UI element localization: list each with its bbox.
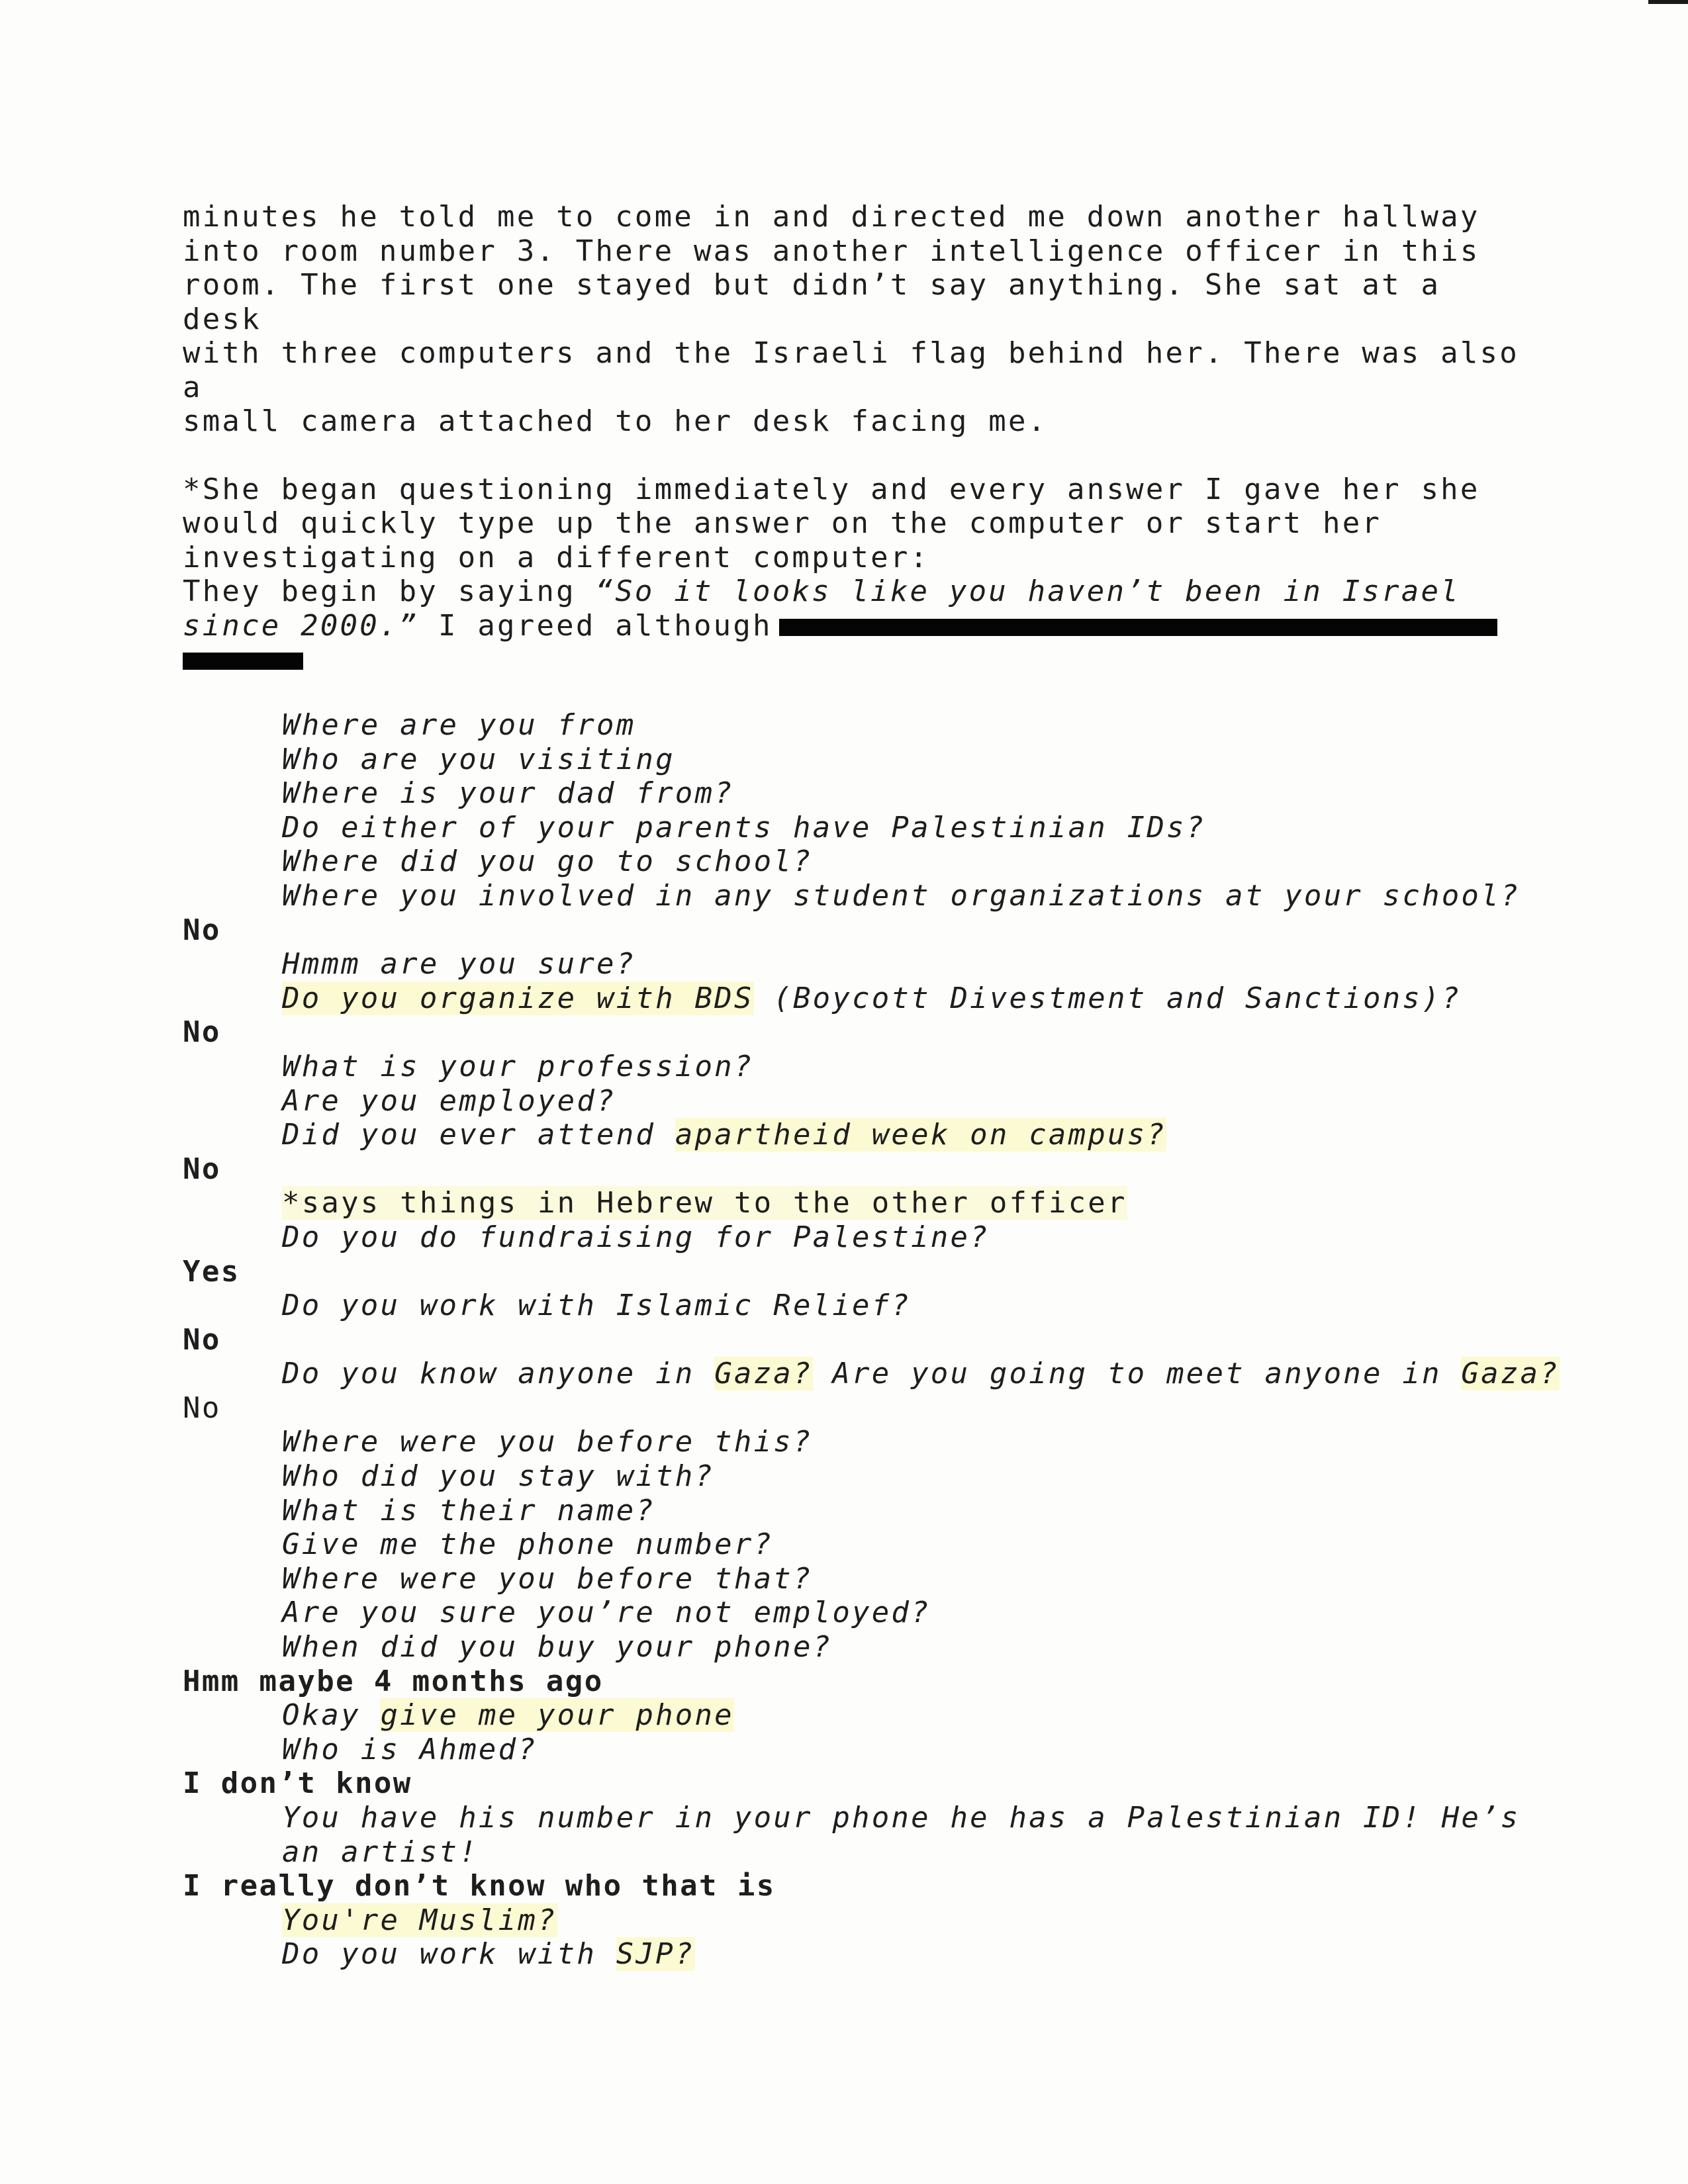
highlighted-text: Gaza? bbox=[1461, 1357, 1560, 1391]
question-line: When did you buy your phone? bbox=[282, 1630, 833, 1664]
question-line: Who did you stay with? bbox=[282, 1459, 715, 1494]
document-page bbox=[183, 200, 1533, 677]
question-line: Where you involved in any student organizations at your school? bbox=[282, 878, 1521, 913]
question-line: Where were you before that? bbox=[282, 1561, 813, 1596]
question-line bbox=[183, 1357, 1560, 1391]
question-line: Where is your dad from? bbox=[282, 776, 734, 811]
answer-line: No bbox=[183, 1322, 221, 1357]
text-fragment: Did you ever attend bbox=[282, 1118, 675, 1152]
text-line: into room number 3. There was another intelligence officer in this bbox=[183, 234, 1480, 268]
highlighted-text: give me your phone bbox=[380, 1698, 734, 1733]
text-line: would quickly type up the answer on the computer or start her bbox=[183, 506, 1382, 540]
text-line: room. The first one stayed but didn’t say anything. She sat at a desk bbox=[183, 268, 1441, 336]
question-line bbox=[183, 1698, 1546, 1733]
answer-line: No bbox=[183, 1390, 221, 1425]
text-fragment: I agreed although bbox=[418, 608, 773, 643]
question-line: Do either of your parents have Palestinian IDs? bbox=[282, 810, 1206, 844]
text-line: small camera attached to her desk facing me. bbox=[183, 404, 1048, 438]
intro-paragraph-1 bbox=[183, 200, 1533, 439]
answer-line: No bbox=[183, 1015, 221, 1050]
highlighted-text: SJP? bbox=[616, 1937, 695, 1972]
redaction-bar bbox=[779, 619, 1497, 636]
officer-quote: since 2000.” bbox=[183, 608, 419, 643]
question-line: What is your profession? bbox=[282, 1049, 754, 1083]
question-line: What is their name? bbox=[282, 1493, 656, 1527]
highlighted-text: *says things in Hebrew to the other officer bbox=[282, 1186, 1127, 1220]
text-line: They begin by saying bbox=[183, 574, 596, 608]
question-line: Hmmm are you sure? bbox=[282, 947, 636, 981]
question-line bbox=[183, 1903, 1546, 1938]
question-line: an artist! bbox=[282, 1835, 479, 1869]
answer-line: I don’t know bbox=[183, 1766, 412, 1801]
note-line bbox=[183, 1186, 1546, 1220]
question-line bbox=[183, 1937, 1546, 1972]
question-line: Do you do fundraising for Palestine? bbox=[282, 1220, 990, 1254]
redaction-bar bbox=[183, 653, 303, 670]
question-line: Do you work with Islamic Relief? bbox=[282, 1289, 912, 1323]
question-line: Who are you visiting bbox=[282, 742, 675, 776]
answer-line: Hmm maybe 4 months ago bbox=[183, 1664, 604, 1698]
scan-edge-mark bbox=[1648, 0, 1688, 4]
intro-paragraph-2 bbox=[183, 473, 1533, 677]
question-line: Where did you go to school? bbox=[282, 844, 813, 879]
text-fragment: Do you work with bbox=[282, 1937, 616, 1972]
question-line: Give me the phone number? bbox=[282, 1527, 774, 1562]
answer-line: No bbox=[183, 1152, 221, 1186]
highlighted-text: Do you organize with BDS bbox=[282, 981, 754, 1015]
text-fragment: Okay bbox=[282, 1698, 381, 1733]
question-line bbox=[183, 981, 1546, 1016]
highlighted-text: apartheid week on campus? bbox=[675, 1118, 1167, 1152]
text-line: investigating on a different computer: bbox=[183, 540, 930, 574]
answer-line: Yes bbox=[183, 1254, 240, 1289]
highlighted-text: Gaza? bbox=[714, 1357, 813, 1391]
answer-line: No bbox=[183, 913, 221, 947]
question-line: You have his number in your phone he has a Palestinian ID! He’s bbox=[282, 1801, 1521, 1835]
question-line: Are you sure you’re not employed? bbox=[282, 1596, 931, 1630]
question-line: Who is Ahmed? bbox=[282, 1732, 538, 1766]
text-fragment: Are you going to meet anyone in bbox=[812, 1357, 1462, 1391]
question-line bbox=[183, 1118, 1546, 1152]
question-line: Where were you before this? bbox=[282, 1425, 813, 1459]
text-fragment: Do you know anyone in bbox=[282, 1357, 715, 1391]
text-line: *She began questioning immediately and every answer I gave her she bbox=[183, 472, 1480, 506]
answer-line: I really don’t know who that is bbox=[183, 1869, 776, 1903]
question-line: Where are you from bbox=[282, 708, 636, 742]
text-line: with three computers and the Israeli flag behind her. There was also a bbox=[183, 336, 1519, 404]
highlighted-text: You're Muslim? bbox=[282, 1903, 557, 1937]
text-fragment: (Boycott Divestment and Sanctions)? bbox=[753, 981, 1462, 1015]
officer-quote: “So it looks like you haven’t been in Israel bbox=[595, 574, 1460, 608]
question-line: Are you employed? bbox=[282, 1083, 616, 1118]
text-line: minutes he told me to come in and directed me down another hallway bbox=[183, 200, 1480, 234]
interrogation-transcript bbox=[183, 708, 1560, 1972]
